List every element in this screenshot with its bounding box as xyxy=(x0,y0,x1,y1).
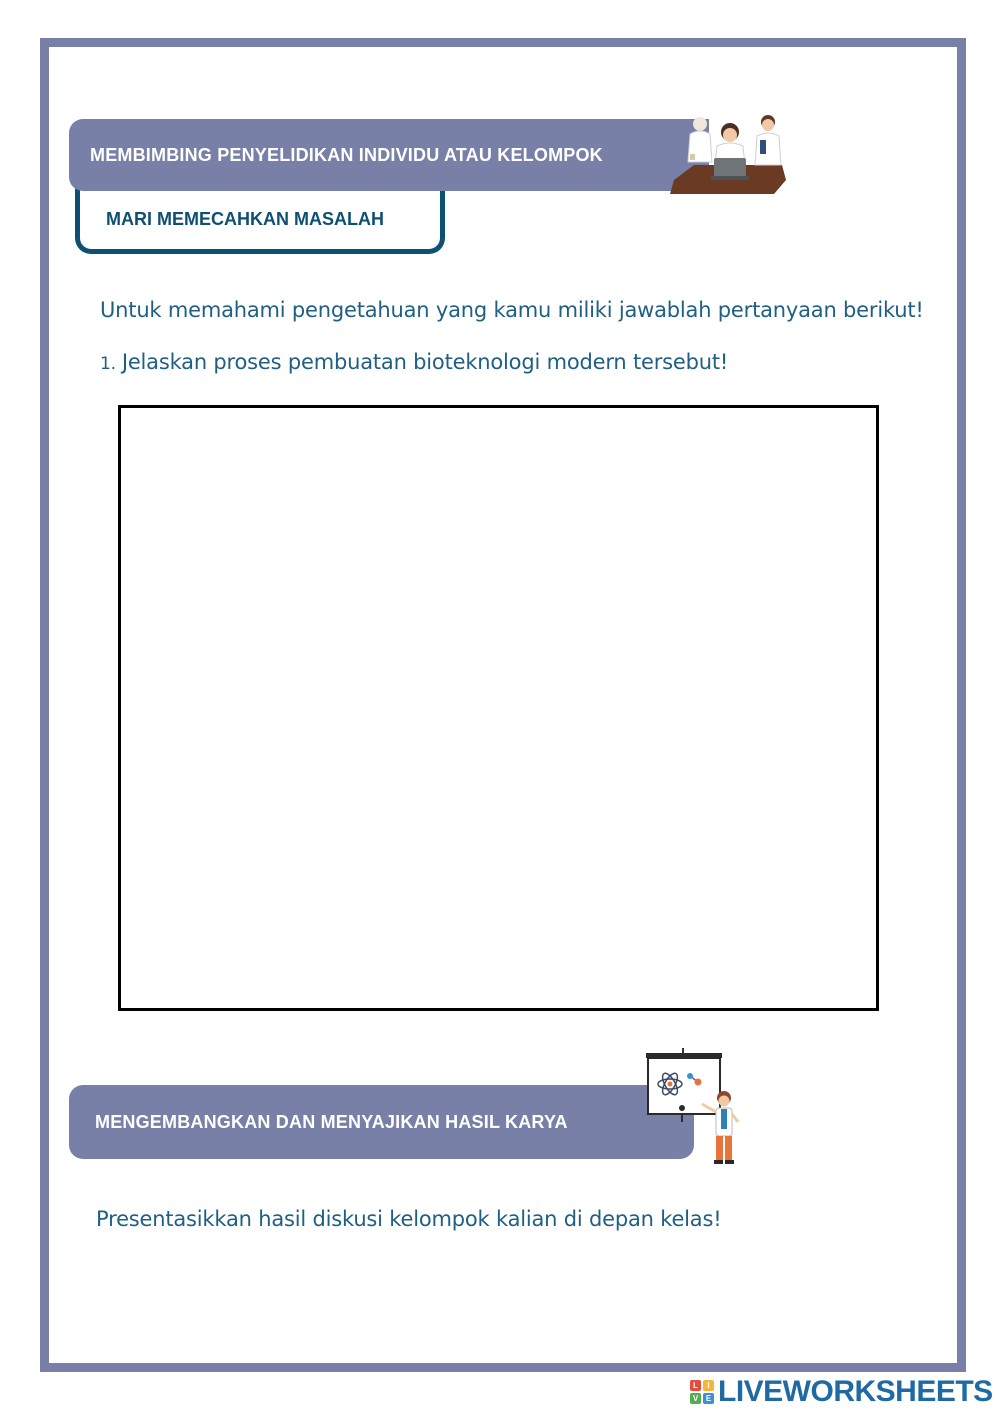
logo-letter: L xyxy=(690,1380,701,1391)
question-1 xyxy=(100,350,728,374)
section1-title: MEMBIMBING PENYELIDIKAN INDIVIDU ATAU KELOMPOK xyxy=(90,144,603,165)
question-text: Jelaskan proses pembuatan bioteknologi modern tersebut! xyxy=(121,350,729,374)
liveworksheets-logo xyxy=(690,1375,993,1409)
logo-letter: E xyxy=(703,1393,714,1404)
logo-blocks-icon xyxy=(690,1380,714,1404)
brand-name: LIVEWORKSHEETS xyxy=(718,1375,993,1408)
section1-banner xyxy=(69,119,709,191)
intro-text: Untuk memahami pengetahuan yang kamu miliki jawablah pertanyaan berikut! xyxy=(100,298,924,322)
sub-heading: MARI MEMECAHKAN MASALAH xyxy=(106,209,384,229)
scientist-presenting-whiteboard-icon xyxy=(640,1046,750,1171)
students-studying-laptop-icon xyxy=(664,110,794,200)
question-number: 1. xyxy=(100,354,116,374)
presentation-instruction: Presentasikkan hasil diskusi kelompok kalian di depan kelas! xyxy=(96,1207,722,1231)
answer-box[interactable] xyxy=(118,405,879,1011)
section2-title: MENGEMBANGKAN DAN MENYAJIKAN HASIL KARYA xyxy=(95,1111,568,1132)
sub-heading-tab xyxy=(75,186,445,254)
logo-letter: I xyxy=(703,1380,714,1391)
section2-banner xyxy=(69,1085,694,1159)
logo-letter: V xyxy=(690,1393,701,1404)
